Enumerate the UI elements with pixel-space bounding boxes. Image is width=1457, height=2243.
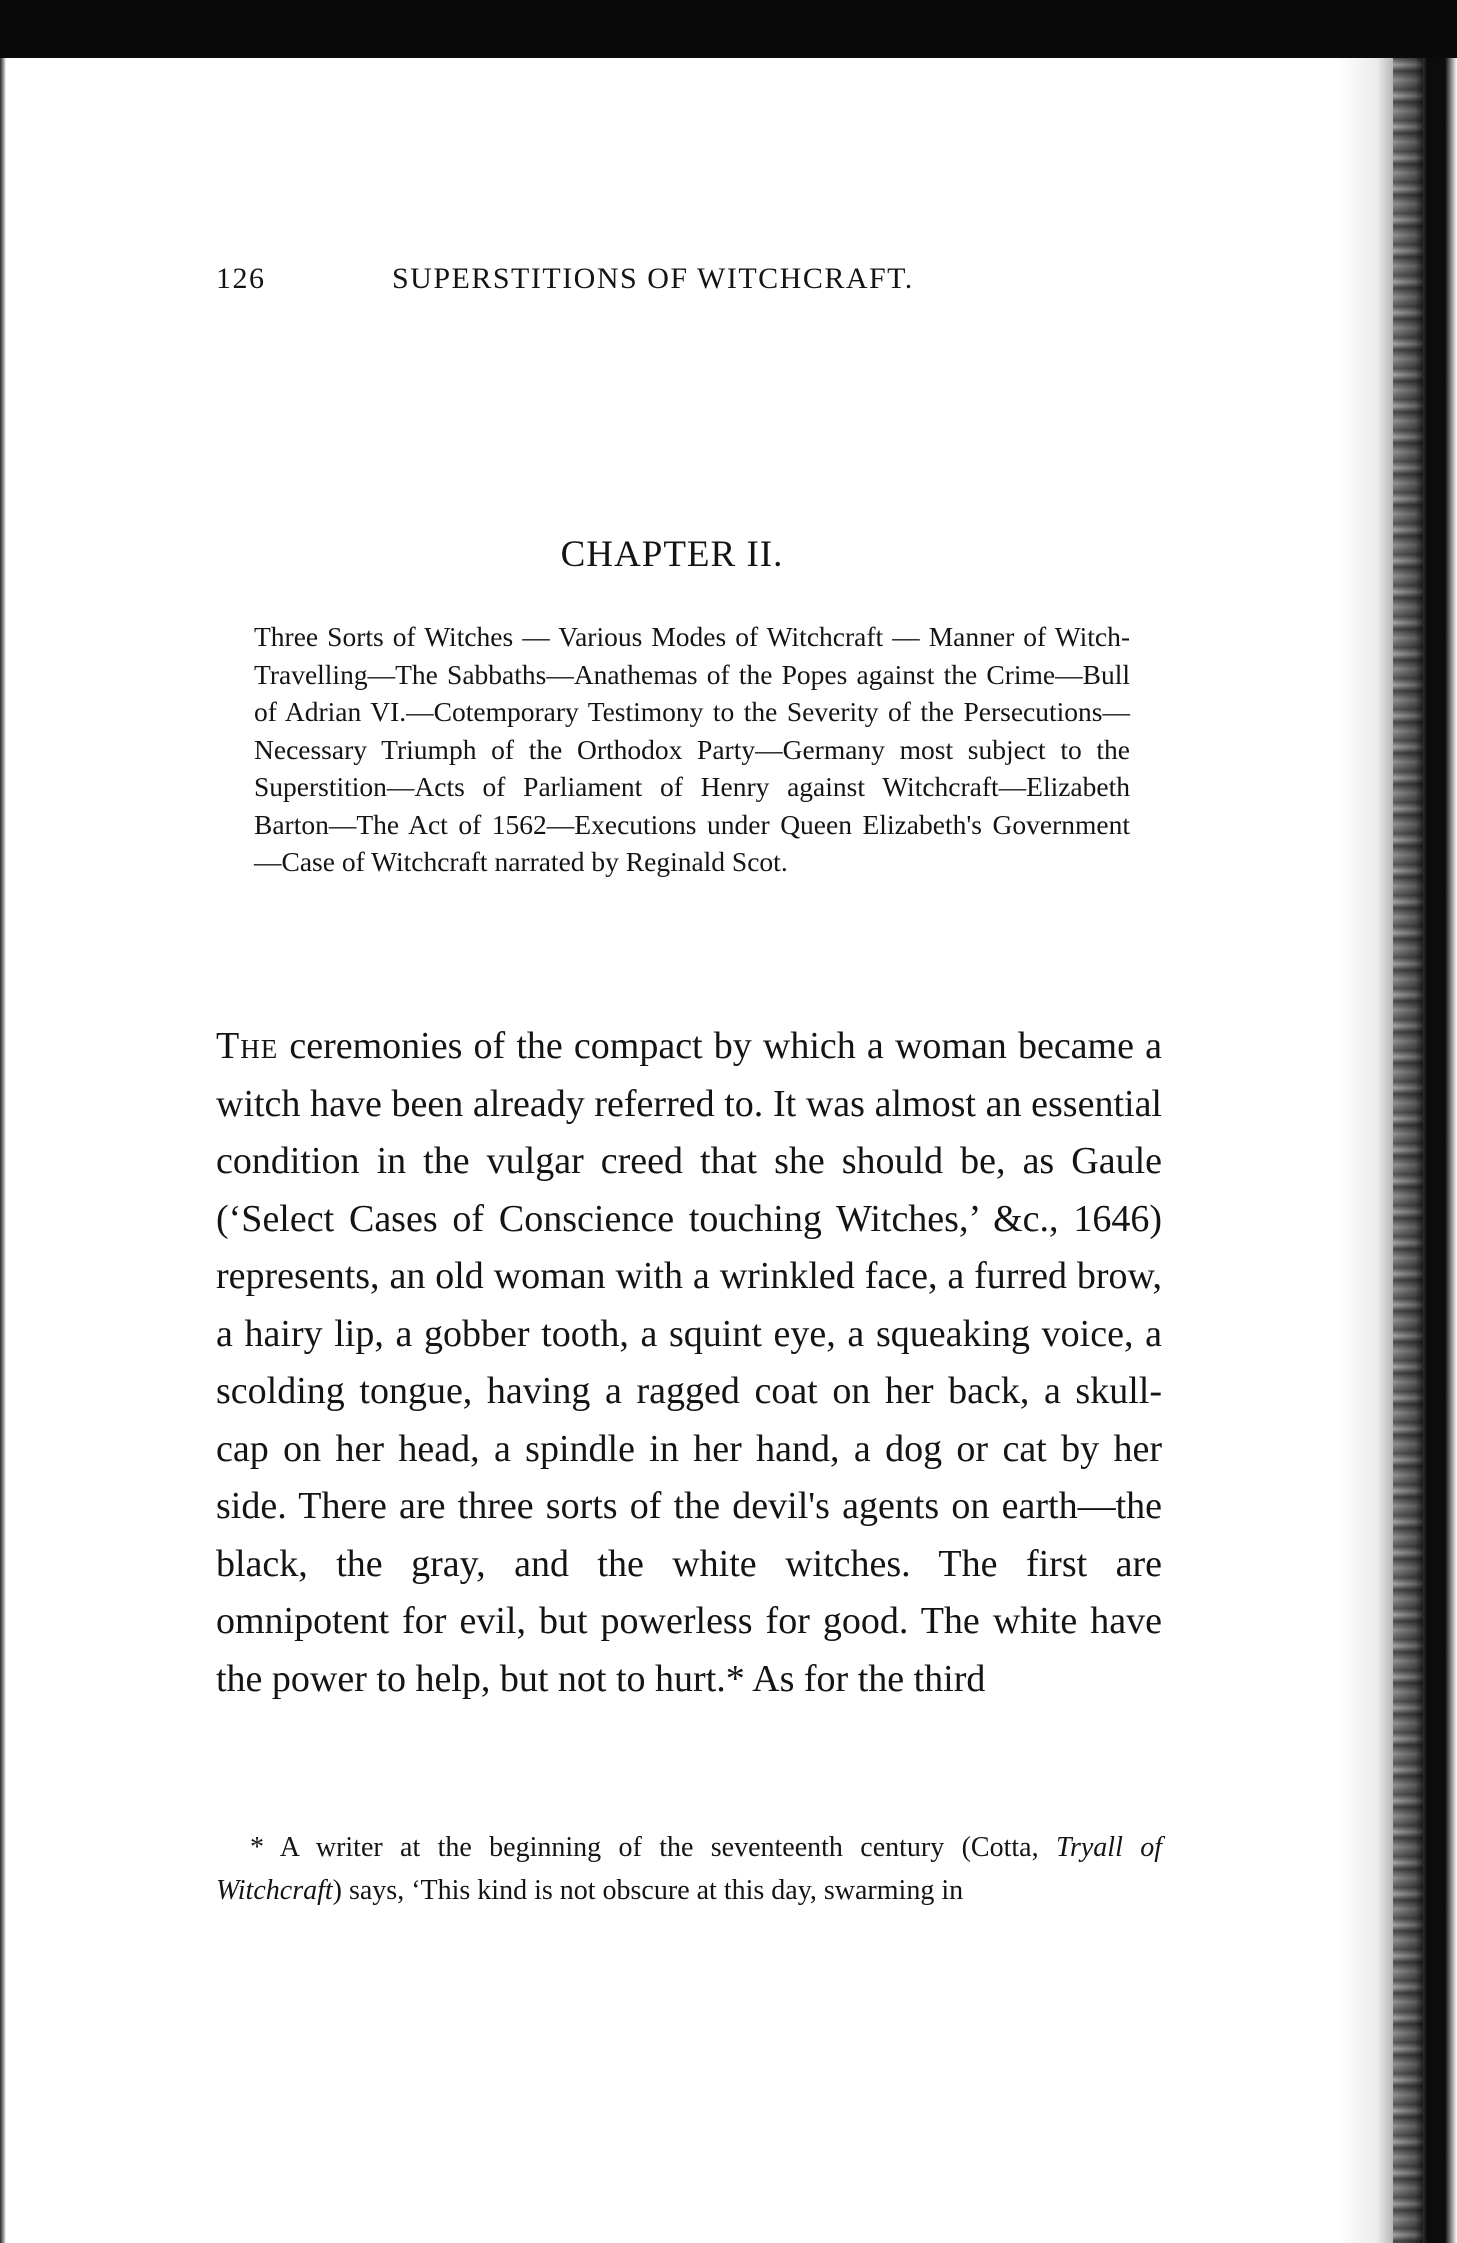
chapter-argument: Three Sorts of Witches — Various Modes of Witchcraft — Manner of Witch-Travelling—The Sabbaths—Anathemas of the Popes against the Crime—Bull of Adrian VI.—Cotemporary Testimony to the Severity of the Persecutions—Necessary Triumph of the Orthodox Party—Germany most subject to the Superstition—Acts of Parliament of Henry against Witchcraft—Elizabeth Barton—The Act of 1562—Executions under Queen Elizabeth's Government—Case of Witchcraft narrated by Reginald Scot. <box>254 621 1130 877</box>
scan-left-edge <box>0 58 6 2243</box>
body-paragraph <box>216 1018 1162 1708</box>
scan-top-border <box>0 0 1457 58</box>
scan-gutter-speckle <box>1393 58 1423 2243</box>
page-number: 126 <box>216 262 266 295</box>
running-head <box>216 262 1036 302</box>
body-text: ceremonies of the compact by which a woman became a witch have been already referred to. It was almost an essential condition in the vulgar creed that she should be, as Gaule (‘Select Cases of Conscience touching Witches,’ &c., 1646) represents, an old woman with a wrinkled face, a furred brow, a hairy lip, a gobber tooth, a squint eye, a squeaking voice, a scolding tongue, having a ragged coat on her back, a skull-cap on her head, a spindle in her hand, a dog or cat by her side. There are three sorts of the devil's agents on earth—the black, the gray, and the white witches. The first are omnipotent for evil, but powerless for good. The white have the power to help, but not to hurt.* As for the third <box>216 1025 1162 1700</box>
lead-word: The <box>216 1025 279 1067</box>
chapter-heading: CHAPTER II. <box>560 534 784 575</box>
footnote-marker: * <box>250 1832 264 1863</box>
footnote-text-start: A writer at the beginning of the seventeenth century (Cotta, <box>264 1832 1056 1863</box>
running-title: SUPERSTITIONS OF WITCHCRAFT. <box>392 262 914 295</box>
footnote-text-end: ) says, ‘This kind is not obscure at this day, swarming in <box>332 1875 964 1906</box>
footnote <box>216 1826 1162 1912</box>
footnote-book-title: Tryall of Witchcraft <box>216 1832 1162 1906</box>
